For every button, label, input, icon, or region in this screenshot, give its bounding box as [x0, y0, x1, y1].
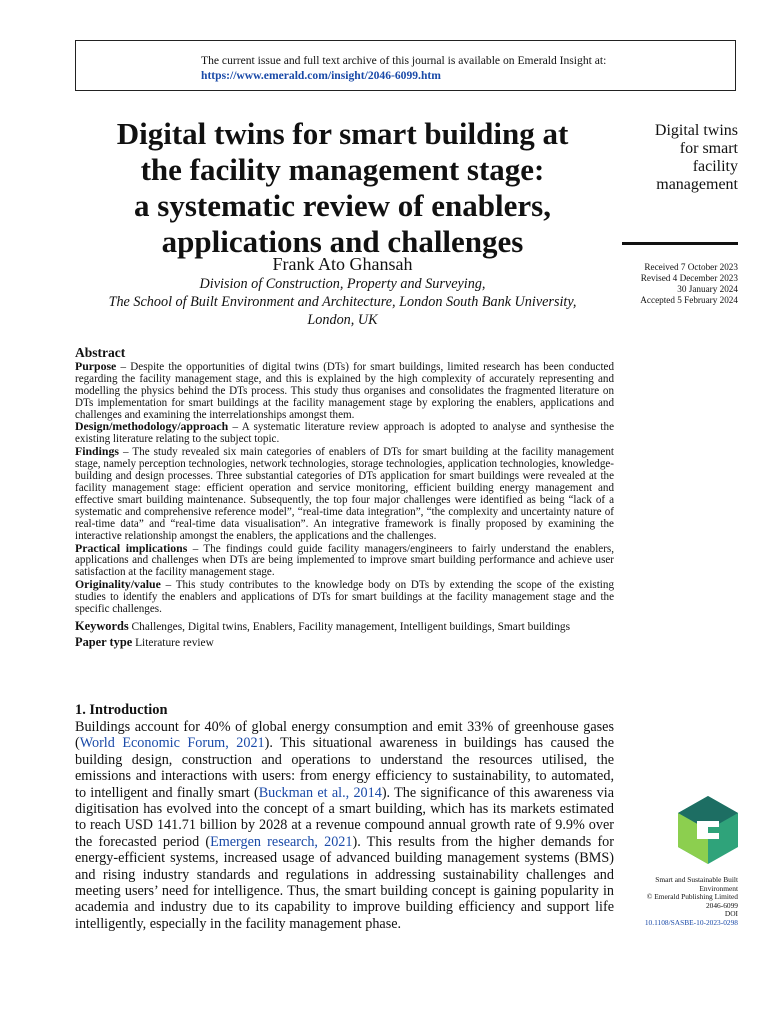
paper-type-text: Literature review [132, 636, 214, 649]
introduction-paragraph [75, 719, 614, 932]
citation-link[interactable]: Emergen research, 2021 [210, 833, 353, 850]
originality-text: – This study contributes to the knowledge body on DTs by extending the scope of the existing studies to identify the enablers and applications of DTs for smart buildings at the facility management stage and the specific challenges. [75, 579, 614, 616]
abstract-section [75, 347, 614, 651]
author-name: Frank Ato Ghansah [272, 254, 413, 274]
purpose-label: Purpose [75, 358, 117, 373]
running-head-line: for smart [679, 140, 738, 157]
findings-label: Findings [75, 444, 119, 459]
publisher: © Emerald Publishing Limited [646, 892, 738, 901]
keywords [75, 619, 614, 635]
date-received: Received 7 October 2023 [644, 262, 738, 272]
paper-type [75, 635, 614, 651]
date-accepted: Accepted 5 February 2024 [640, 295, 738, 305]
title-line: the facility management stage: [140, 152, 545, 187]
citation-link[interactable]: World Economic Forum, 2021 [79, 735, 265, 752]
title-line: a systematic review of enablers, [134, 188, 551, 223]
journal-archive-box [75, 40, 736, 91]
doi-link[interactable]: 10.1108/SASBE-10-2023-0298 [644, 917, 738, 927]
affiliation-line: London, UK [307, 312, 378, 328]
intro-text: ). This results from the higher demands for energy-efficient systems, increased usage of advanced building management systems (BMS) and rising industry standards and regulations in addressing sustainability challenges and meeting users’ need for intelligence. Thus, the smart building concept is gaining popularity in academia and industry due to its capability to improve building efficiency and support life intelligently, especially in the facility management phase. [75, 833, 614, 932]
date-revised-2: 30 January 2024 [677, 284, 738, 294]
journal-name-2: Environment [699, 883, 738, 893]
abstract-practical [75, 540, 614, 580]
archive-note: The current issue and full text archive of this journal is available on Emerald Insight at: [201, 54, 607, 67]
paper-type-label: Paper type [75, 634, 133, 649]
citation-link[interactable]: Buckman et al., 2014 [258, 784, 382, 801]
practical-label: Practical implications [75, 540, 188, 555]
design-label: Design/methodology/approach [75, 419, 229, 434]
running-head [620, 122, 738, 194]
abstract-findings [75, 446, 614, 542]
doi-label: DOI [724, 909, 738, 918]
date-revised: Revised 4 December 2023 [640, 273, 738, 283]
abstract-design [75, 421, 614, 446]
intro-text: ). The significance of this awareness via digitisation has evolved into the concept of a smart building, which has its markets estimated to reach USD 141.71 billion by 2028 at a revenue compound annual growth rate of 9.9% over the forecasted period ( [75, 784, 615, 850]
introduction-heading: 1. Introduction [75, 702, 168, 718]
archive-url-link[interactable]: https://www.emerald.com/insight/2046-6099.htm [201, 69, 441, 82]
purpose-text: – Despite the opportunities of digital twins (DTs) for smart buildings, limited research has been conducted regarding the facility management stage, and this is explained by the high complexity of accurately representing and modelling the physics behind the DTs process. This study thus organises and consolidates the fragmented literature on DTs implementation for smart buildings at the facility management stage by exploring the enablers, applications and challenges and examining the interrelationships amongst them. [75, 360, 614, 421]
running-head-line: Digital twins [654, 122, 738, 139]
running-head-line: management [656, 176, 738, 193]
abstract-originality [75, 579, 614, 616]
article-title [70, 116, 615, 260]
running-head-rule [622, 242, 738, 245]
intro-text: ). This situational awareness in buildings has caused the building design, construction and operations to understand the resources utilised, the emissions and interactions with users: from energy efficiency to sustainability, to automated, to intelligent and finally smart ( [75, 735, 614, 801]
abstract-heading: Abstract [75, 345, 126, 360]
design-text: – A systematic literature review approach is adopted to analyse and synthesise the existing literature relating to the subject topic. [75, 421, 614, 446]
issn: 2046-6099 [705, 900, 738, 910]
logo-notch [708, 827, 719, 833]
affiliation-line: The School of Built Environment and Architecture, London South Bank University, [108, 294, 577, 310]
originality-label: Originality/value [75, 577, 161, 592]
journal-info [618, 876, 738, 927]
affiliation-line: Division of Construction, Property and Surveying, [199, 276, 486, 292]
practical-text: – The findings could guide facility managers/engineers to fairly understand the enablers, applications and challenges when DTs are being implemented to improve smart building performance and achieve user satisfaction at the facility management stage. [75, 542, 614, 579]
keywords-text: Challenges, Digital twins, Enablers, Facility management, Intelligent buildings, Smart buildings [128, 620, 571, 633]
abstract-purpose [75, 358, 614, 422]
running-head-line: facility [692, 158, 738, 175]
title-line: applications and challenges [161, 224, 524, 259]
keywords-label: Keywords [75, 618, 129, 633]
intro-text: Buildings account for 40% of global energy consumption and emit 33% of greenhouse gases ( [75, 719, 614, 752]
doi [618, 910, 738, 927]
introduction-section [75, 702, 614, 932]
author-affiliation [70, 275, 615, 329]
article-history [620, 262, 738, 306]
journal-name: Smart and Sustainable Built [655, 875, 738, 884]
journal-logo-icon [677, 795, 739, 865]
findings-text: – The study revealed six main categories of enablers of DTs for smart building at the facility management stage, namely perception technologies, network technologies, storage technologies, application technologies, knowledge-building and design processes. Three substantial categories of DTs application for smart buildings were revealed at the facility management stage: efficient operation and service monitoring, efficient building energy management and effective smart building maintenance. Subsequently, the top four major challenges were identified as being “lack of a systematic and comprehensive reference model”, “real-time data integration”, “the complexity and uncertainty nature of real-time data” and “real-time data visualisation”. An integrative framework is finally proposed by examining the interactive relationship amongst the enablers, the applications and the challenges. [75, 446, 614, 542]
title-line: Digital twins for smart building at [116, 116, 569, 151]
